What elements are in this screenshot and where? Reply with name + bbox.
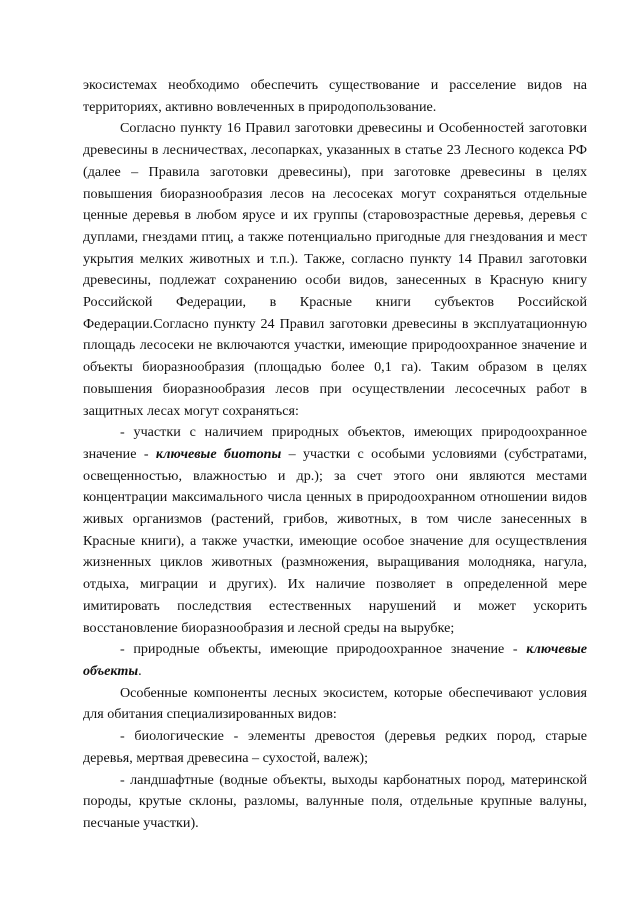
document-body [83, 75, 587, 835]
paragraph-text: - участки с наличием природных объектов, имеющих природоохранное значение - [83, 424, 587, 462]
paragraph [83, 422, 587, 639]
paragraph-text: - ландшафтные (водные объекты, выходы карбонатных пород, материнской породы, крутые склоны, разломы, валунные поля, отдельные крупные валуны, песчаные участки). [83, 771, 587, 831]
paragraph-text: . [138, 662, 142, 679]
emphasis-term-key-objects: ключевые объекты [83, 641, 587, 679]
paragraph-text: - биологические - элементы древостоя (деревья редких пород, старые деревья, мертвая древесина – сухостой, валеж); [83, 728, 587, 766]
paragraph-text: - природные объекты, имеющие природоохранное значение - [120, 641, 527, 658]
paragraph-text: – участки с особыми условиями (субстратами, освещенностью, влажностью и др.); за счет этого они являются местами концентрации максимального числа ценных в природоохранном отношении видов живых организмов (растений, грибов, животных, в том числе занесенных в Красные книги), а также участки, имеющие особое значение для осуществления жизненных циклов животных (размножения, выращивания молодняка, нагула, отдыха, миграции и других). Их наличие позволяет в определенной мере имитировать последствия естественных нарушений и может ускорить восстановление биоразнообразия и лесной среды на вырубке; [83, 445, 587, 636]
paragraph [83, 118, 587, 422]
paragraph [83, 75, 587, 118]
paragraph [83, 683, 587, 726]
paragraph-text: экосистемах необходимо обеспечить существование и расселение видов на территориях, активно вовлеченных в природопользование. [83, 77, 587, 115]
paragraph [83, 770, 587, 835]
paragraph-text: Особенные компоненты лесных экосистем, которые обеспечивают условия для обитания специализированных видов: [83, 684, 587, 723]
paragraph [83, 639, 587, 682]
paragraph [83, 726, 587, 769]
paragraph-text: Согласно пункту 16 Правил заготовки древесины и Особенностей заготовки древесины в лесничествах, лесопарках, указанных в статье 23 Лесного кодекса РФ (далее – Правила заготовки древесины), при заготовке древесины в целях повышения биоразнообразия лесов на лесосеках могут сохраняться отдельные ценные деревья в любом ярусе и их группы (старовозрастные деревья, деревья с дуплами, гнездами птиц, а также потенциально пригодные для гнездования и мест укрытия мелких животных и т.п.). Также, согласно пункту 14 Правил заготовки древесины, подлежат сохранению особи видов, занесенных в Красную книгу Российской Федерации, в Красные книги субъектов Российской Федерации.Согласно пункту 24 Правил заготовки древесины в эксплуатационную площадь лесосеки не включаются участки, имеющие природоохранное значение и объекты биоразнообразия (площадью более 0,1 га). Таким образом в целях повышения биоразнообразия лесов при осуществлении лесосечных работ в защитных лесах могут сохраняться: [83, 120, 587, 419]
emphasis-term-key-biotopes: ключевые биотопы [155, 445, 282, 462]
